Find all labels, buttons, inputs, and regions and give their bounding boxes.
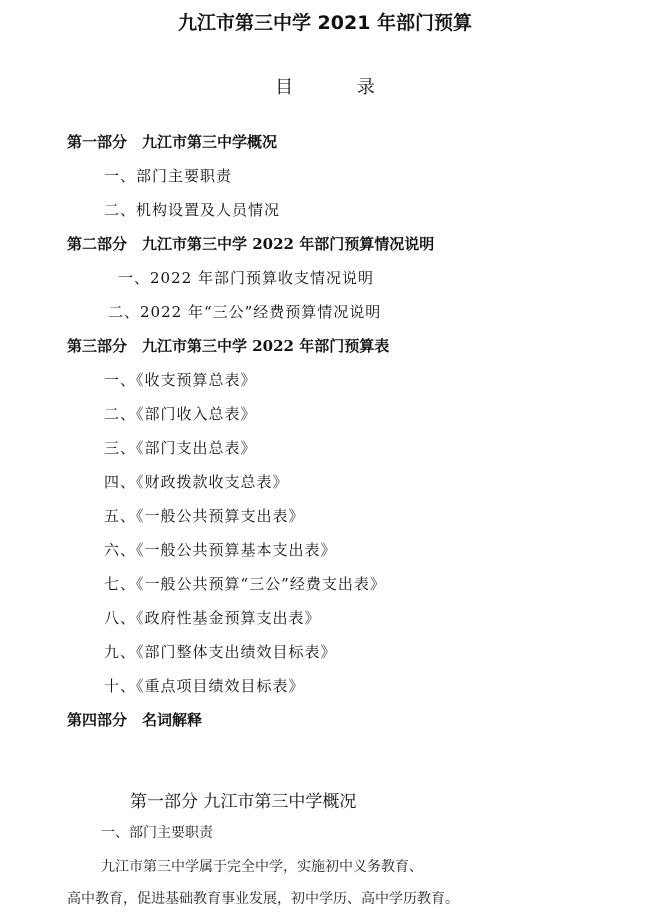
section-heading: 第一部分 九江市第三中学概况: [130, 792, 357, 812]
body-text-line: 九江市第三中学属于完全中学，实施初中义务教育、: [101, 859, 423, 875]
toc-item: 三、《部门支出总表》: [104, 439, 257, 457]
toc-heading: 目 录: [275, 77, 375, 98]
toc-item: 一、部门主要职责: [104, 167, 233, 185]
section-subheading: 一、部门主要职责: [101, 825, 213, 841]
toc-item: 八、《政府性基金预算支出表》: [104, 609, 321, 627]
toc-part-4: 第四部分 名词解释: [67, 711, 203, 729]
document-title: 九江市第三中学 2021 年部门预算: [177, 12, 473, 34]
toc-item: 九、《部门整体支出绩效目标表》: [104, 643, 337, 661]
toc-part-3: 第三部分 九江市第三中学 2022 年部门预算表: [67, 337, 390, 355]
toc-item: 二、《部门收入总表》: [104, 405, 257, 423]
toc-item: 一、2022 年部门预算收支情况说明: [118, 269, 374, 287]
toc-part-2: 第二部分 九江市第三中学 2022 年部门预算情况说明: [67, 235, 435, 253]
toc-item: 二、2022 年“三公”经费预算情况说明: [108, 303, 382, 321]
toc-item: 十、《重点项目绩效目标表》: [104, 677, 305, 695]
toc-item: 六、《一般公共预算基本支出表》: [104, 541, 337, 559]
toc-item: 五、《一般公共预算支出表》: [104, 507, 305, 525]
toc-part-1: 第一部分 九江市第三中学概况: [67, 133, 278, 151]
toc-item: 七、《一般公共预算“三公”经费支出表》: [104, 575, 386, 593]
body-text-line: 高中教育，促进基础教育事业发展，初中学历、高中学历教育。: [67, 891, 459, 907]
toc-item: 四、《财政拨款收支总表》: [104, 473, 289, 491]
toc-item: 二、机构设置及人员情况: [104, 201, 281, 219]
toc-item: 一、《收支预算总表》: [104, 371, 257, 389]
